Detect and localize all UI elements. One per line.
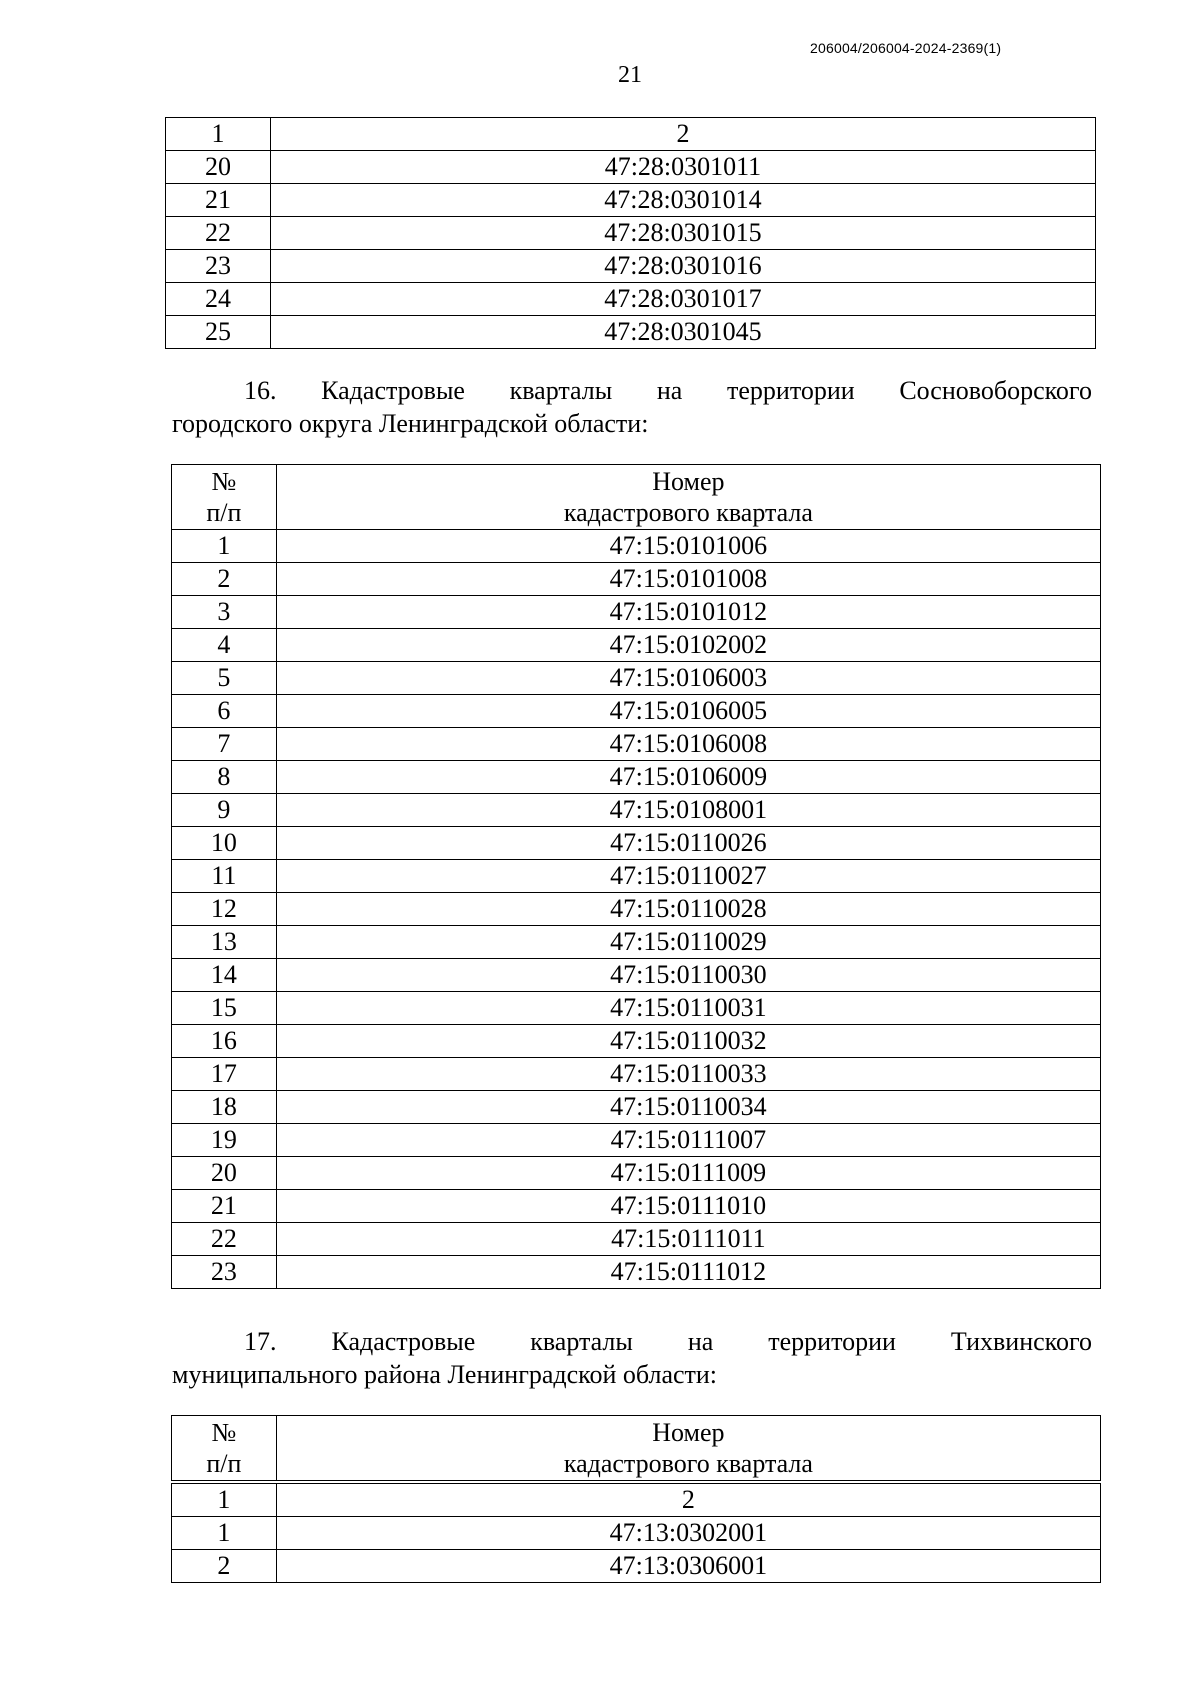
row-number-cell: 13 bbox=[172, 926, 277, 959]
row-number-cell: 16 bbox=[172, 1025, 277, 1058]
table-row bbox=[166, 316, 1096, 349]
cadastral-number-cell: 47:15:0110028 bbox=[276, 893, 1100, 926]
cadastral-number-cell: 47:15:0102002 bbox=[276, 629, 1100, 662]
cadastral-number-cell: 47:15:0111007 bbox=[276, 1124, 1100, 1157]
row-number-cell: 11 bbox=[172, 860, 277, 893]
cadastral-number-cell: 47:28:0301016 bbox=[270, 250, 1095, 283]
cadastral-number-cell: 47:15:0106009 bbox=[276, 761, 1100, 794]
header-code-line2: кадастрового квартала bbox=[563, 1449, 813, 1478]
header-code-cell bbox=[276, 465, 1100, 530]
cadastral-number-cell: 47:15:0110034 bbox=[276, 1091, 1100, 1124]
cadastral-number-cell: 47:15:0110029 bbox=[276, 926, 1100, 959]
row-number-cell: 24 bbox=[166, 283, 271, 316]
row-number-cell: 20 bbox=[172, 1157, 277, 1190]
table-row bbox=[172, 695, 1101, 728]
cadastral-number-cell: 47:13:0302001 bbox=[276, 1517, 1100, 1550]
section-17-word: Кадастровые bbox=[331, 1327, 476, 1356]
header-code-line1: Номер bbox=[652, 1418, 725, 1447]
column-number-row bbox=[172, 1482, 1101, 1517]
column-number-2: 2 bbox=[276, 1482, 1100, 1517]
table-row bbox=[172, 1091, 1101, 1124]
table-row bbox=[172, 596, 1101, 629]
section-16-word: Кадастровые bbox=[321, 376, 465, 405]
row-number-cell: 21 bbox=[172, 1190, 277, 1223]
table-row bbox=[166, 217, 1096, 250]
row-number-cell: 10 bbox=[172, 827, 277, 860]
table-row bbox=[172, 629, 1101, 662]
row-number-cell: 4 bbox=[172, 629, 277, 662]
cadastral-number-cell: 47:28:0301017 bbox=[270, 283, 1095, 316]
row-number-cell: 1 bbox=[172, 530, 277, 563]
table-row bbox=[172, 1256, 1101, 1289]
table-row bbox=[172, 1058, 1101, 1091]
table-row bbox=[166, 283, 1096, 316]
continuation-table bbox=[165, 117, 1096, 349]
row-number-cell: 20 bbox=[166, 151, 271, 184]
cadastral-number-cell: 47:15:0110032 bbox=[276, 1025, 1100, 1058]
section-17-word: территории bbox=[768, 1327, 896, 1356]
table-row bbox=[172, 563, 1101, 596]
cadastral-number-cell: 47:15:0110027 bbox=[276, 860, 1100, 893]
row-number-cell: 9 bbox=[172, 794, 277, 827]
cadastral-number-cell: 47:15:0101012 bbox=[276, 596, 1100, 629]
cadastral-number-cell: 47:28:0301015 bbox=[270, 217, 1095, 250]
section-17-word: кварталы bbox=[530, 1327, 633, 1356]
section-17-word: на bbox=[687, 1327, 714, 1356]
cadastral-number-cell: 47:15:0111012 bbox=[276, 1256, 1100, 1289]
row-number-cell: 21 bbox=[166, 184, 271, 217]
cadastral-number-cell: 47:28:0301014 bbox=[270, 184, 1095, 217]
cadastral-number-cell: 47:15:0111010 bbox=[276, 1190, 1100, 1223]
table-row bbox=[166, 184, 1096, 217]
row-number-cell: 15 bbox=[172, 992, 277, 1025]
cadastral-number-cell: 47:15:0111011 bbox=[276, 1223, 1100, 1256]
row-number-cell: 22 bbox=[166, 217, 271, 250]
cadastral-number-cell: 47:15:0110031 bbox=[276, 992, 1100, 1025]
table-row bbox=[172, 1550, 1101, 1583]
cadastral-number-cell: 47:13:0306001 bbox=[276, 1550, 1100, 1583]
table-row bbox=[172, 1517, 1101, 1550]
document-id: 206004/206004-2024-2369(1) bbox=[810, 40, 1002, 56]
row-number-cell: 18 bbox=[172, 1091, 277, 1124]
cadastral-number-cell: 47:15:0101006 bbox=[276, 530, 1100, 563]
cadastral-number-cell: 47:15:0101008 bbox=[276, 563, 1100, 596]
row-number-cell: 25 bbox=[166, 316, 271, 349]
header-pp: п/п bbox=[206, 498, 242, 527]
table-row bbox=[172, 992, 1101, 1025]
section-17-word: Тихвинского bbox=[950, 1327, 1092, 1356]
section-17-word: 17. bbox=[244, 1327, 277, 1356]
table-header-row bbox=[172, 465, 1101, 530]
section-16-word: территории bbox=[727, 376, 855, 405]
column-number-2: 2 bbox=[270, 118, 1095, 151]
row-number-cell: 7 bbox=[172, 728, 277, 761]
header-code-line1: Номер bbox=[652, 467, 725, 496]
header-number-sign: № bbox=[211, 1418, 237, 1447]
row-number-cell: 12 bbox=[172, 893, 277, 926]
section-16-word: на bbox=[656, 376, 683, 405]
row-number-cell: 1 bbox=[172, 1517, 277, 1550]
cadastral-number-cell: 47:15:0106005 bbox=[276, 695, 1100, 728]
section-17-line2: муниципального района Ленинградской области: bbox=[172, 1360, 718, 1389]
header-number-sign: № bbox=[211, 467, 237, 496]
row-number-cell: 2 bbox=[172, 563, 277, 596]
header-code-line2: кадастрового квартала bbox=[563, 498, 813, 527]
row-number-cell: 19 bbox=[172, 1124, 277, 1157]
section-16-word: Сосновоборского bbox=[899, 376, 1092, 405]
column-number-row bbox=[166, 118, 1096, 151]
table-row bbox=[172, 1190, 1101, 1223]
row-number-cell: 23 bbox=[166, 250, 271, 283]
cadastral-number-cell: 47:15:0110030 bbox=[276, 959, 1100, 992]
cadastral-number-cell: 47:15:0106003 bbox=[276, 662, 1100, 695]
table-row bbox=[172, 794, 1101, 827]
cadastral-number-cell: 47:15:0110033 bbox=[276, 1058, 1100, 1091]
row-number-cell: 22 bbox=[172, 1223, 277, 1256]
column-number-1: 1 bbox=[172, 1482, 277, 1517]
row-number-cell: 23 bbox=[172, 1256, 277, 1289]
table-row bbox=[172, 959, 1101, 992]
table-row bbox=[172, 1025, 1101, 1058]
row-number-cell: 14 bbox=[172, 959, 277, 992]
cadastral-number-cell: 47:15:0108001 bbox=[276, 794, 1100, 827]
table-row bbox=[172, 1124, 1101, 1157]
table-row bbox=[166, 250, 1096, 283]
page-number: 21 bbox=[618, 62, 642, 88]
sosnovoborsky-table bbox=[171, 464, 1101, 1289]
section-16-word: кварталы bbox=[509, 376, 613, 405]
cadastral-number-cell: 47:28:0301045 bbox=[270, 316, 1095, 349]
table-row bbox=[172, 893, 1101, 926]
section-16-line2: городского округа Ленинградской области: bbox=[172, 409, 649, 438]
row-number-cell: 6 bbox=[172, 695, 277, 728]
table-row bbox=[172, 926, 1101, 959]
table-row bbox=[172, 662, 1101, 695]
row-number-cell: 2 bbox=[172, 1550, 277, 1583]
section-16-heading bbox=[172, 374, 1092, 440]
cadastral-number-cell: 47:15:0106008 bbox=[276, 728, 1100, 761]
cadastral-number-cell: 47:15:0111009 bbox=[276, 1157, 1100, 1190]
table-row bbox=[172, 1223, 1101, 1256]
column-number-1: 1 bbox=[166, 118, 271, 151]
table-row bbox=[172, 728, 1101, 761]
table-row bbox=[172, 761, 1101, 794]
header-pp: п/п bbox=[206, 1449, 242, 1478]
table-row bbox=[172, 530, 1101, 563]
table-row bbox=[166, 151, 1096, 184]
cadastral-number-cell: 47:15:0110026 bbox=[276, 827, 1100, 860]
table-row bbox=[172, 860, 1101, 893]
header-code-cell bbox=[276, 1416, 1100, 1483]
header-number-cell bbox=[172, 1416, 277, 1483]
table-row bbox=[172, 827, 1101, 860]
row-number-cell: 5 bbox=[172, 662, 277, 695]
table-row bbox=[172, 1157, 1101, 1190]
header-number-cell bbox=[172, 465, 277, 530]
row-number-cell: 3 bbox=[172, 596, 277, 629]
tikhvinsky-table bbox=[171, 1415, 1101, 1583]
section-16-word: 16. bbox=[244, 376, 277, 405]
section-17-heading bbox=[172, 1325, 1092, 1391]
row-number-cell: 8 bbox=[172, 761, 277, 794]
row-number-cell: 17 bbox=[172, 1058, 277, 1091]
cadastral-number-cell: 47:28:0301011 bbox=[270, 151, 1095, 184]
table-header-row bbox=[172, 1416, 1101, 1483]
